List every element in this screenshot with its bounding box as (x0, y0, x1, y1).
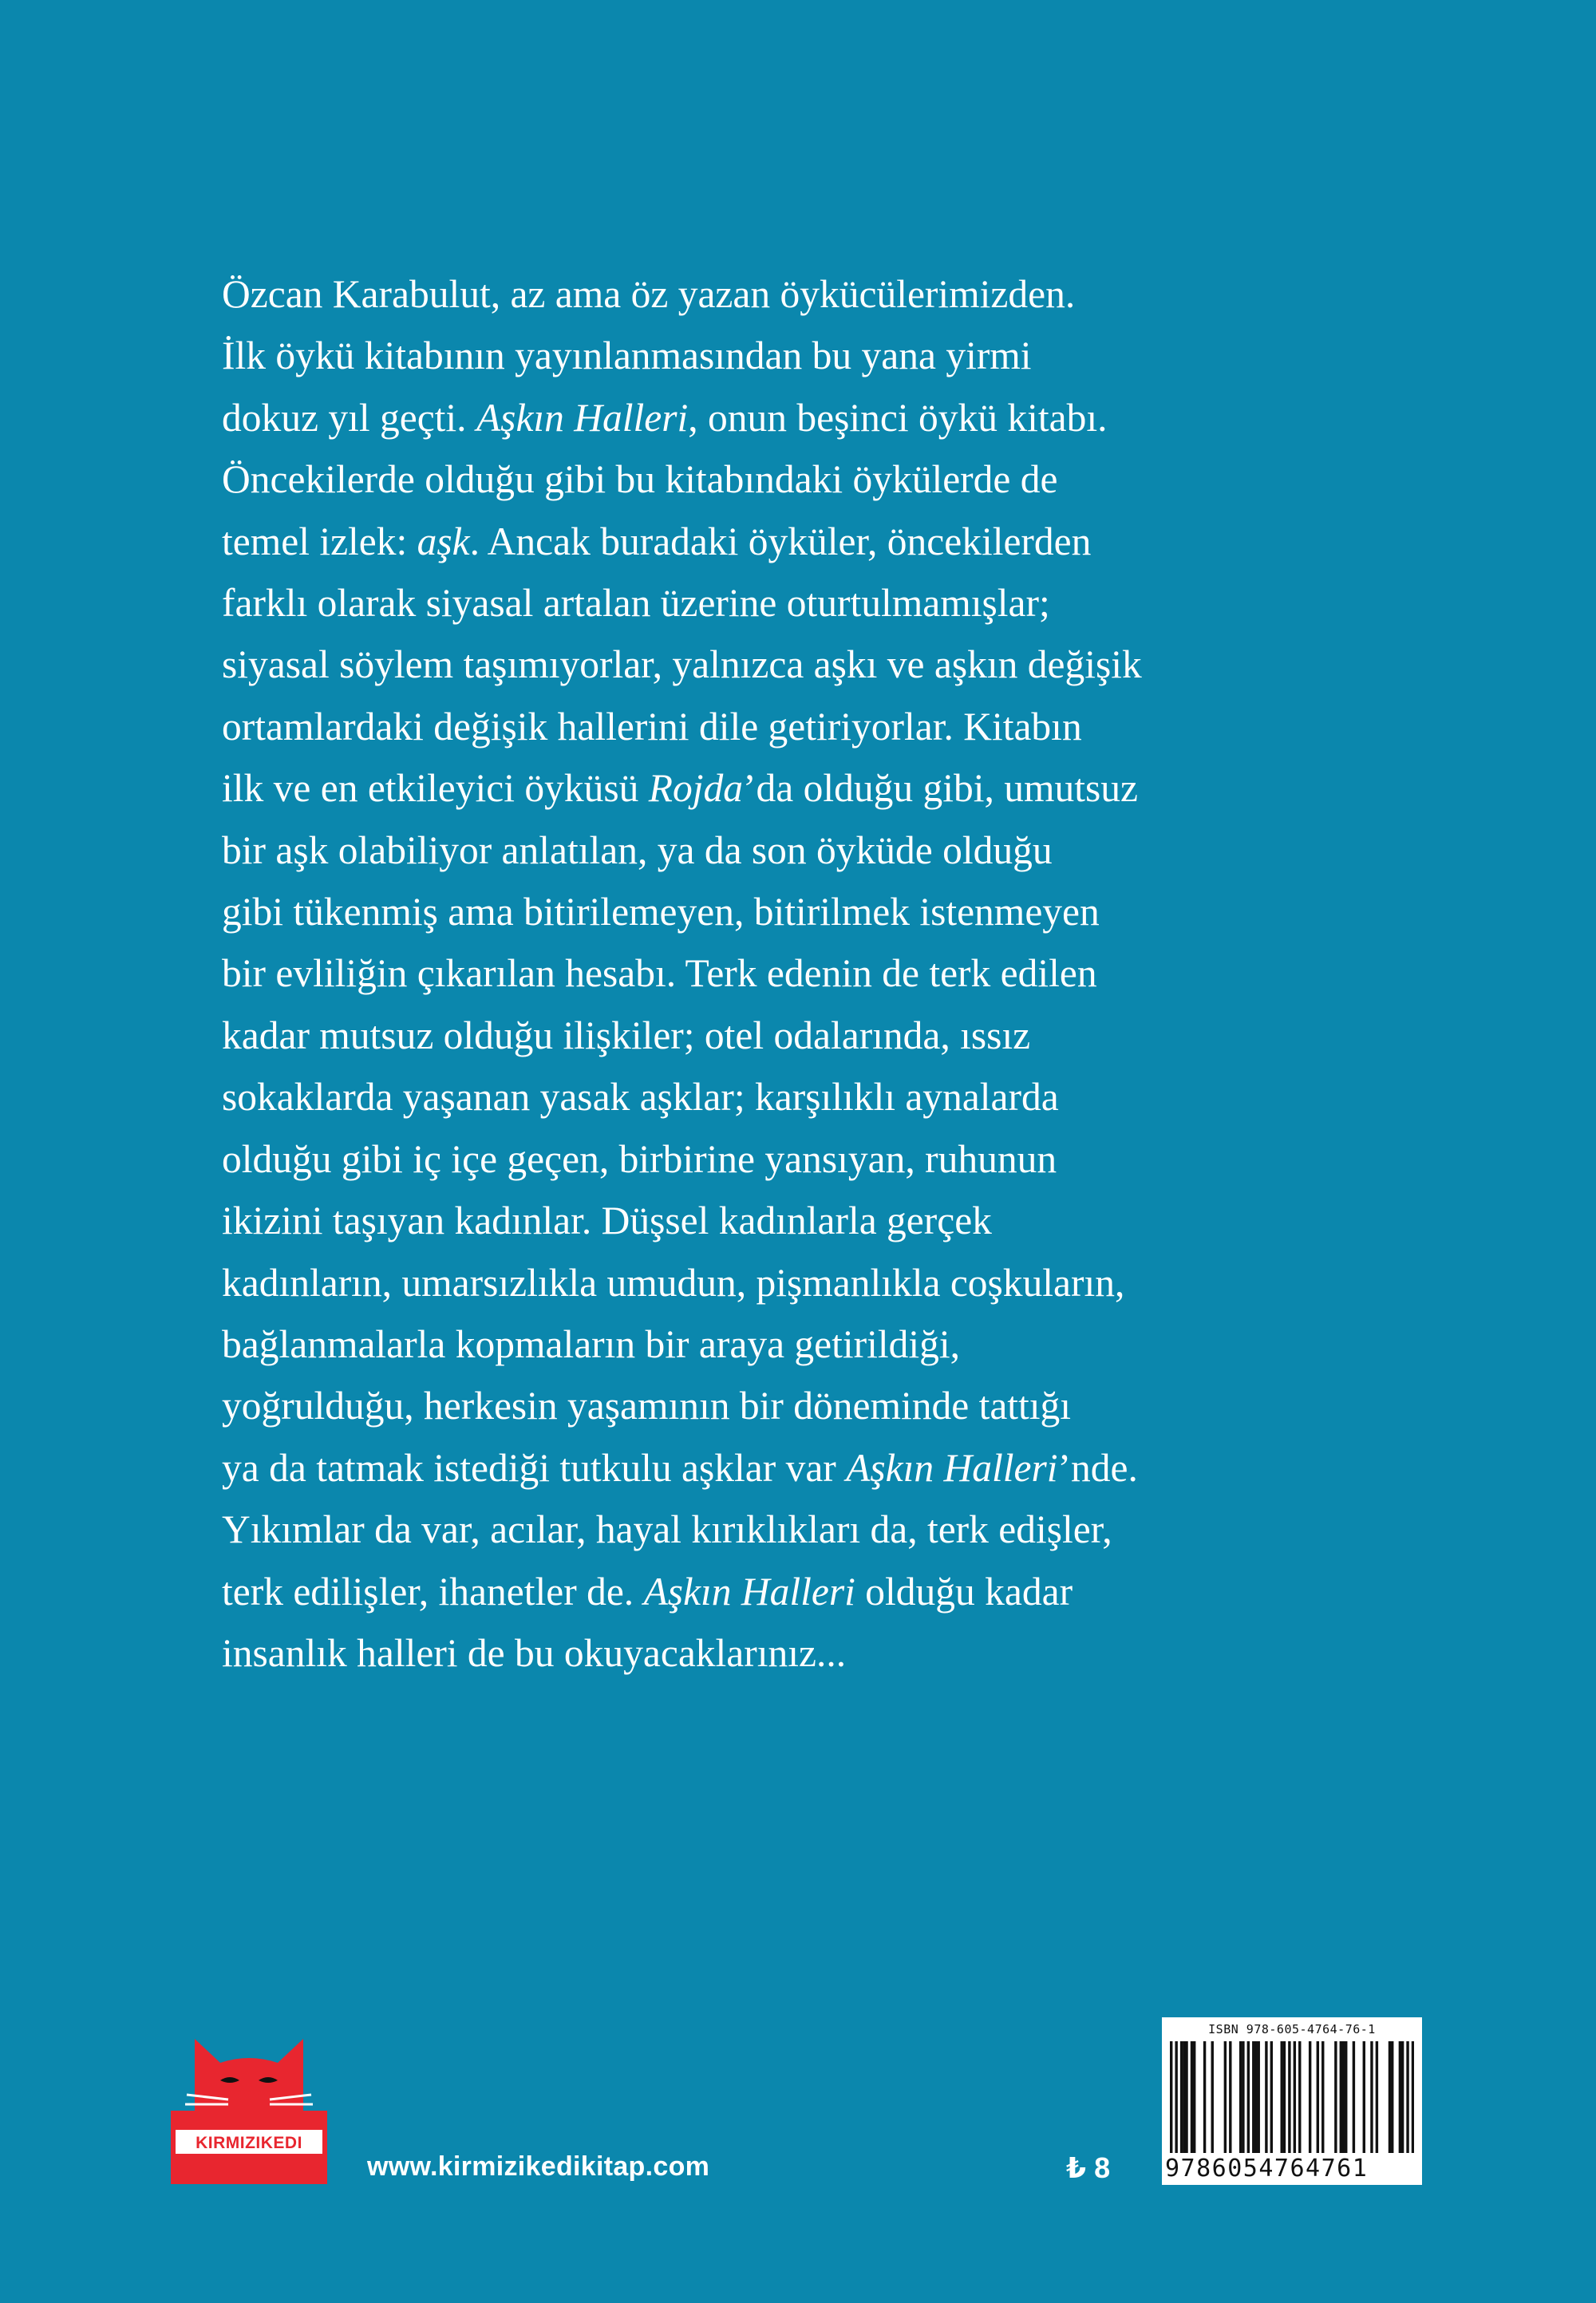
barcode-bar (1170, 2041, 1172, 2153)
barcode-bar (1242, 2041, 1244, 2153)
barcode-bar (1283, 2041, 1286, 2153)
blurb-segment: Yıkımlar da var, acılar, hayal kırıklıkları da, terk edişler, (222, 1507, 1112, 1552)
blurb-segment: gibi tükenmiş ama bitirilemeyen, bitirilmek istenmeyen (222, 890, 1100, 934)
blurb-segment: kadınların, umarsızlıkla umudun, pişmanlıkla coşkuların, (222, 1260, 1125, 1305)
barcode-bar (1345, 2041, 1347, 2153)
price (1066, 2151, 1110, 2185)
barcode-bar (1183, 2041, 1185, 2153)
barcode-bar (1175, 2041, 1177, 2153)
blurb-line (222, 572, 1387, 634)
barcode-bar (1389, 2041, 1391, 2153)
isbn-barcode (1162, 2017, 1422, 2185)
blurb-segment: bir aşk olabiliyor anlatılan, ya da son öyküde olduğu (222, 828, 1053, 872)
blurb-segment: İlk öykü kitabının yayınlanmasından bu yana yirmi (222, 334, 1032, 378)
italic-title: Rojda (648, 766, 744, 811)
barcode-bar (1309, 2041, 1311, 2153)
blurb-segment: bir evliliğin çıkarılan hesabı. Terk edenin de terk edilen (222, 951, 1097, 996)
barcode-bar (1185, 2041, 1187, 2153)
blurb-line (222, 1313, 1387, 1375)
publisher-website[interactable]: www.kirmizikedikitap.com (367, 2151, 710, 2182)
publisher-logo (171, 2031, 327, 2184)
blurb-line (222, 448, 1387, 510)
blurb-line (222, 511, 1387, 572)
barcode-bar (1239, 2041, 1242, 2153)
blurb-segment: Özcan Karabulut, az ama öz yazan öykücülerimizden. (222, 272, 1076, 316)
blurb-line (222, 387, 1387, 448)
barcode-bar (1258, 2041, 1260, 2153)
barcode-bar (1229, 2041, 1231, 2153)
blurb-line (222, 1561, 1387, 1622)
italic-title: Aşkın Halleri (846, 1445, 1058, 1490)
barcode-bar (1288, 2041, 1290, 2153)
barcode-digits: 9786054764761 (1165, 2155, 1369, 2183)
barcode-bar (1298, 2041, 1301, 2153)
blurb-line (222, 263, 1387, 325)
barcode-bar (1363, 2041, 1365, 2153)
barcode-bar (1391, 2041, 1393, 2153)
barcode-bar (1317, 2041, 1319, 2153)
barcode-bar (1353, 2041, 1355, 2153)
blurb-segment: , onun beşinci öykü kitabı. (688, 395, 1108, 440)
barcode-bar (1191, 2041, 1193, 2153)
blurb-segment: terk edilişler, ihanetler de. (222, 1569, 644, 1614)
italic-title: Aşkın Halleri (643, 1569, 855, 1614)
barcode-bar (1211, 2041, 1214, 2153)
blurb-segment: yoğrulduğu, herkesin yaşamının bir döneminde tattığı (222, 1384, 1072, 1428)
lira-currency-symbol: ₺ (1066, 2152, 1087, 2185)
blurb-segment: olduğu kadar (855, 1569, 1073, 1614)
barcode-bar (1203, 2041, 1206, 2153)
blurb-segment: farklı olarak siyasal artalan üzerine oturtulmamışlar; (222, 581, 1050, 626)
barcode-bar (1406, 2041, 1408, 2153)
blurb-segment: siyasal söylem taşımıyorlar, yalnızca aşkı ve aşkın değişik (222, 642, 1142, 687)
barcode-bar (1340, 2041, 1342, 2153)
blurb-line (222, 1375, 1387, 1436)
barcode-bar (1401, 2041, 1404, 2153)
barcode-bar (1376, 2041, 1378, 2153)
barcode-bar (1265, 2041, 1267, 2153)
blurb-line (222, 634, 1387, 695)
italic-title: Aşkın Halleri (476, 395, 689, 440)
blurb-segment: sokaklarda yaşanan yasak aşklar; karşılıklı aynalarda (222, 1075, 1059, 1120)
blurb-segment: ortamlardaki değişik hallerini dile getiriyorlar. Kitabın (222, 704, 1082, 749)
blurb-line (222, 757, 1387, 819)
blurb-line (222, 1499, 1387, 1560)
blurb-segment: ilk ve en etkileyici öyküsü (222, 766, 649, 811)
blurb-line (222, 1437, 1387, 1499)
blurb-segment: bağlanmalarla kopmaların bir araya getirildiği, (222, 1321, 961, 1366)
blurb-line (222, 1005, 1387, 1066)
blurb-line (222, 1066, 1387, 1128)
barcode-bar (1254, 2041, 1257, 2153)
barcode-bar (1247, 2041, 1250, 2153)
barcode-bar (1399, 2041, 1401, 2153)
blurb-segment: . Ancak buradaki öyküler, öncekilerden (469, 519, 1092, 563)
blurb-segment: ikizini taşıyan kadınlar. Düşsel kadınlarla gerçek (222, 1199, 992, 1243)
blurb-text (222, 263, 1387, 1684)
red-cat-icon (171, 2031, 327, 2184)
blurb-segment: temel izlek: (222, 519, 417, 563)
italic-title: aşk (417, 519, 470, 563)
blurb-line (222, 325, 1387, 386)
blurb-line (222, 1190, 1387, 1251)
barcode-bar (1294, 2041, 1296, 2153)
barcode-bar (1281, 2041, 1283, 2153)
publisher-logo-text: KIRMIZIKEDI (196, 2134, 302, 2152)
barcode-bar (1180, 2041, 1183, 2153)
blurb-segment: olduğu gibi iç içe geçen, birbirine yansıyan, ruhunun (222, 1136, 1057, 1181)
price-amount: 8 (1094, 2151, 1111, 2184)
barcode-bar (1270, 2041, 1273, 2153)
blurb-line (222, 942, 1387, 1004)
barcode-bar (1342, 2041, 1345, 2153)
blurb-segment: ya da tatmak istediği tutkulu aşklar var (222, 1445, 847, 1490)
barcode-bar (1334, 2041, 1337, 2153)
blurb-segment: Öncekilerde olduğu gibi bu kitabındaki öykülerde de (222, 457, 1058, 502)
blurb-line (222, 1252, 1387, 1313)
blurb-line (222, 820, 1387, 881)
barcode-bar (1252, 2041, 1254, 2153)
blurb-line (222, 1128, 1387, 1190)
blurb-segment: ’da olduğu gibi, umutsuz (743, 766, 1138, 811)
blurb-line (222, 1622, 1387, 1684)
blurb-segment: kadar mutsuz olduğu ilişkiler; otel odalarında, ıssız (222, 1013, 1031, 1057)
barcode-bar (1321, 2041, 1324, 2153)
barcode-bar (1412, 2041, 1414, 2153)
isbn-label: ISBN 978-605-4764-76-1 (1208, 2022, 1376, 2036)
barcode-bar (1370, 2041, 1373, 2153)
barcode-bar (1193, 2041, 1195, 2153)
blurb-segment: dokuz yıl geçti. (222, 395, 476, 440)
blurb-segment: ’nde. (1057, 1445, 1138, 1490)
blurb-line (222, 696, 1387, 757)
blurb-segment: insanlık halleri de bu okuyacaklarınız... (222, 1630, 847, 1675)
barcode-bar (1224, 2041, 1227, 2153)
blurb-line (222, 881, 1387, 942)
barcode-bars (1170, 2041, 1414, 2153)
